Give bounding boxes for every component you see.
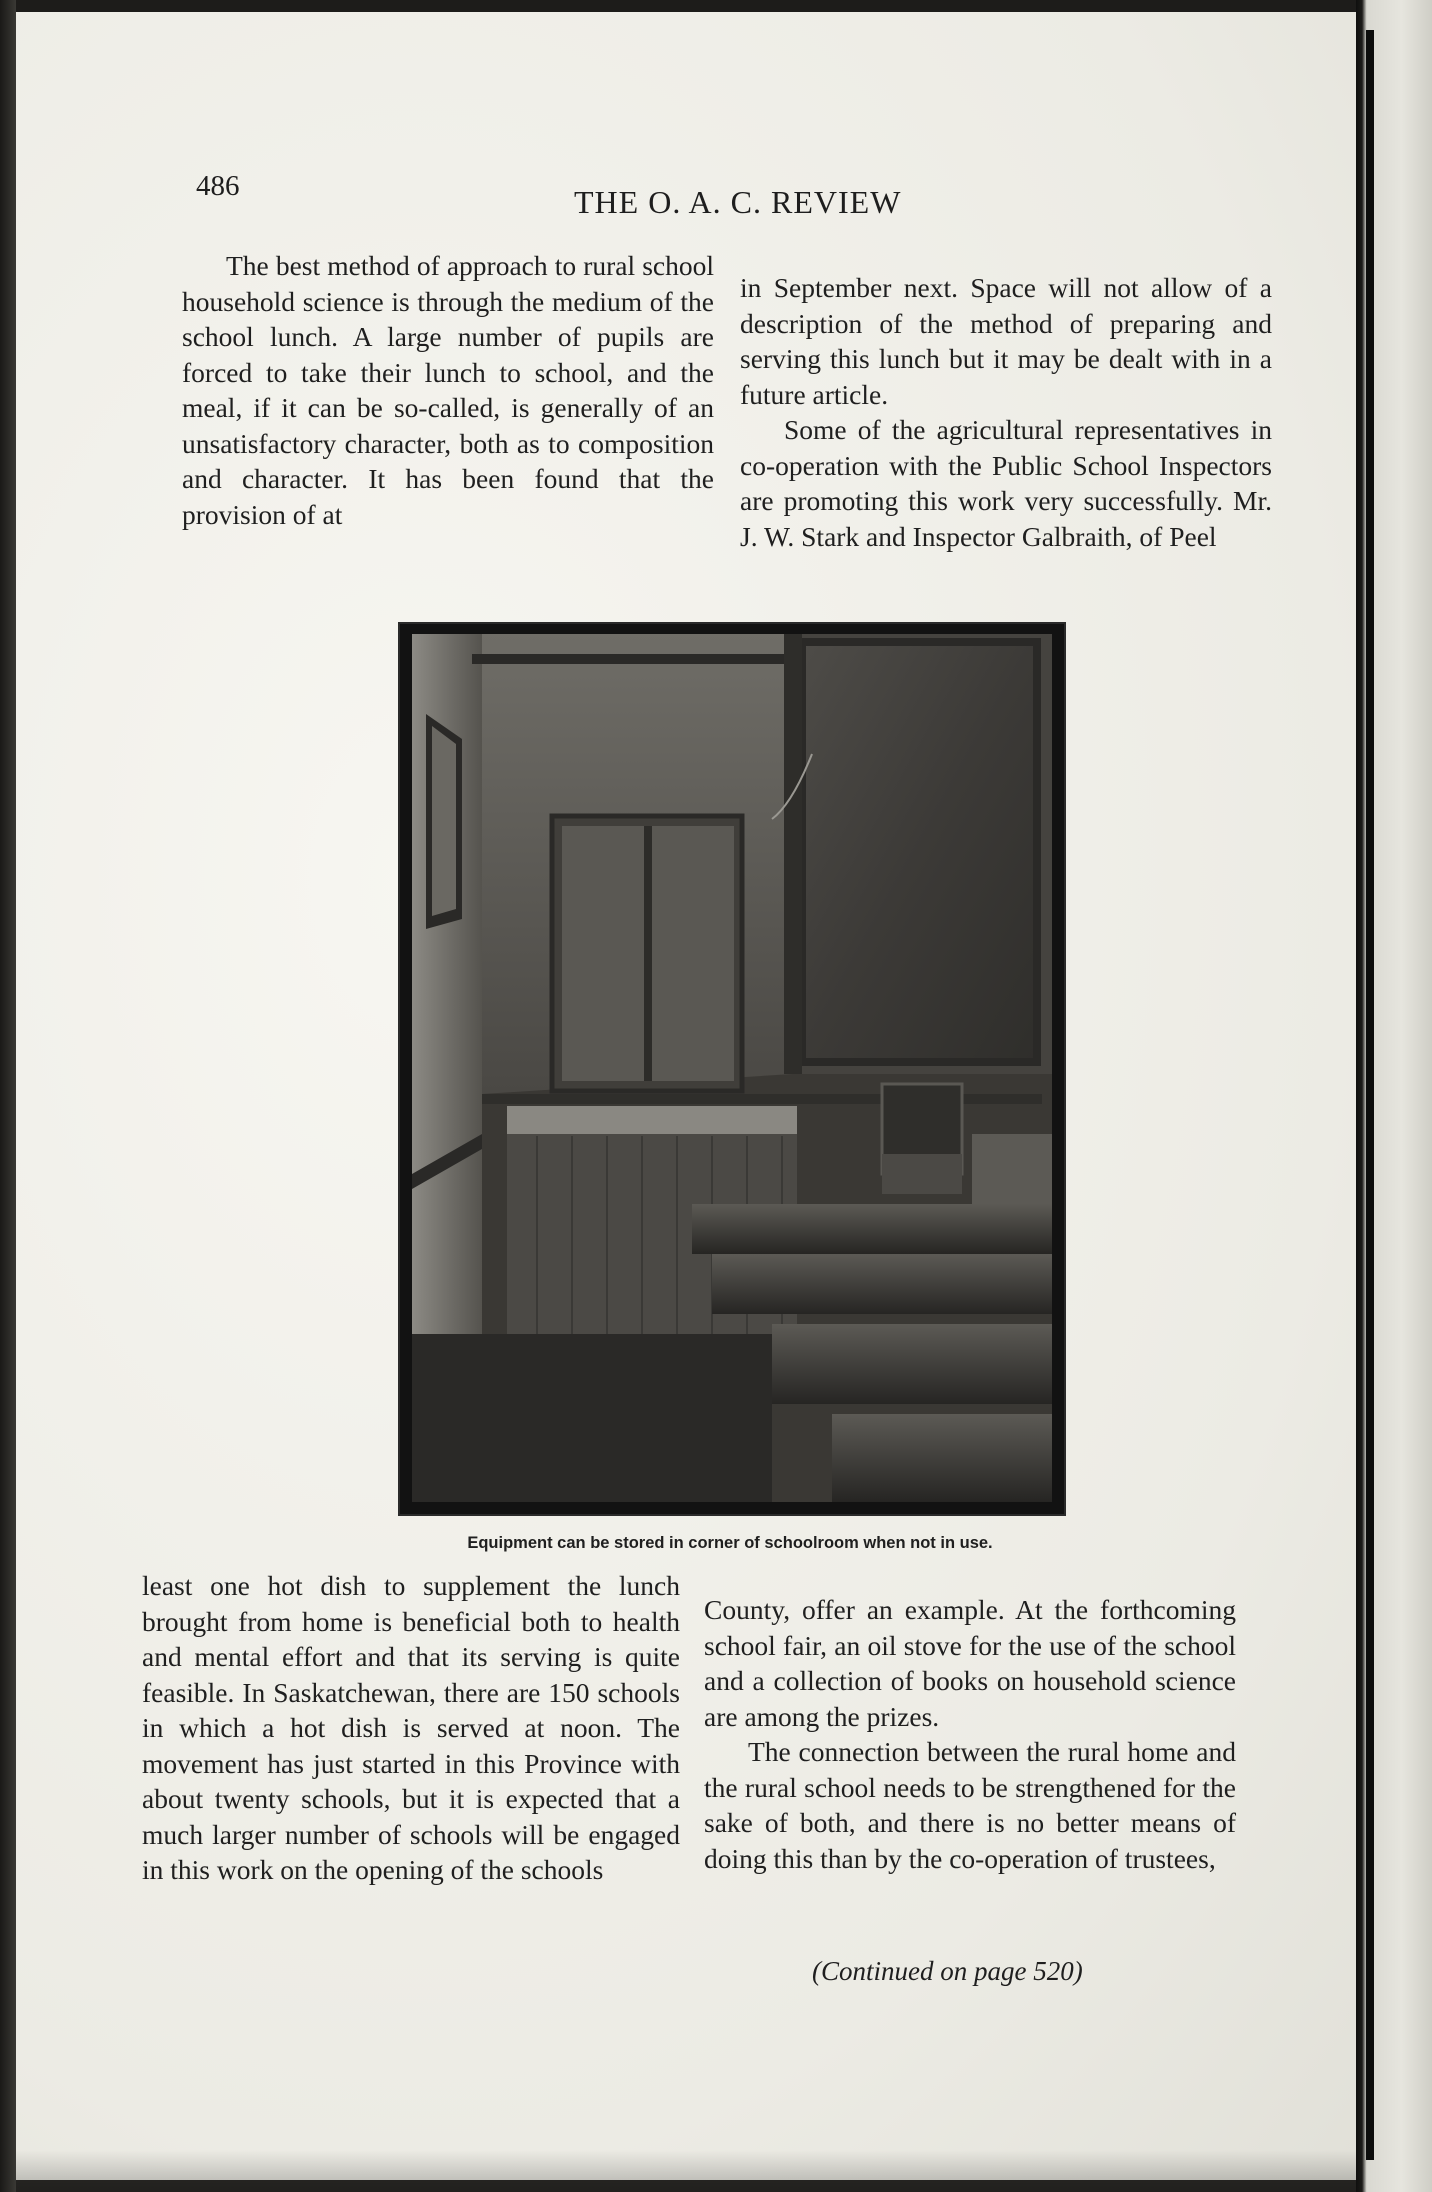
paragraph: least one hot dish to supplement the lunch brought from home is beneficial both to health and mental effort and that its serving is quite feasible. In Saskatchewan, there are 150 schools in which a hot dish is served at noon. The movement has just started in this Province with about twenty schools, but it is expected that a much larger number of schools will be engaged in this work on the opening of the schools [142, 1570, 680, 1885]
adjacent-page-edge [1356, 0, 1432, 2192]
schoolroom-photo-illustration [412, 634, 1052, 1502]
paragraph: The best method of approach to rural school household science is through the medium of the school lunch. A large number of pupils are forced to take their lunch to school, and the meal, if it can be so-called, is generally of an unsatisfactory character, both as to composition and character. It has been found that the provision of at [182, 250, 714, 530]
photograph-frame [398, 622, 1066, 1516]
running-head: THE O. A. C. REVIEW [574, 184, 902, 220]
column-bottom-left [142, 1568, 680, 1888]
page-number: 486 [196, 170, 240, 202]
continued-note: (Continued on page 520) [812, 1956, 1083, 1986]
scan-bottom-shadow [16, 2150, 1356, 2192]
paragraph: County, offer an example. At the forthcoming school fair, an oil stove for the use of the school and a collection of books on household science are among the prizes. [704, 1594, 1236, 1732]
schoolroom-photograph [412, 634, 1052, 1502]
column-top-right [740, 270, 1272, 554]
paragraph: Some of the agricultural representatives in co-operation with the Public School Inspectors are promoting this work very successfully. Mr. J. W. Stark and Inspector Galbraith, of Peel [740, 414, 1272, 552]
paragraph: in September next. Space will not allow of a description of the method of preparing and serving this lunch but it may be dealt with in a future article. [740, 272, 1272, 410]
scan-left-edge [0, 0, 16, 2192]
column-bottom-right [704, 1592, 1236, 1876]
figure-caption: Equipment can be stored in corner of schoolroom when not in use. [467, 1534, 993, 1552]
paragraph: The connection between the rural home and the rural school needs to be strengthened for the sake of both, and there is no better means of doing this than by the co-operation of trustees, [704, 1736, 1236, 1874]
column-top-left [182, 248, 714, 532]
